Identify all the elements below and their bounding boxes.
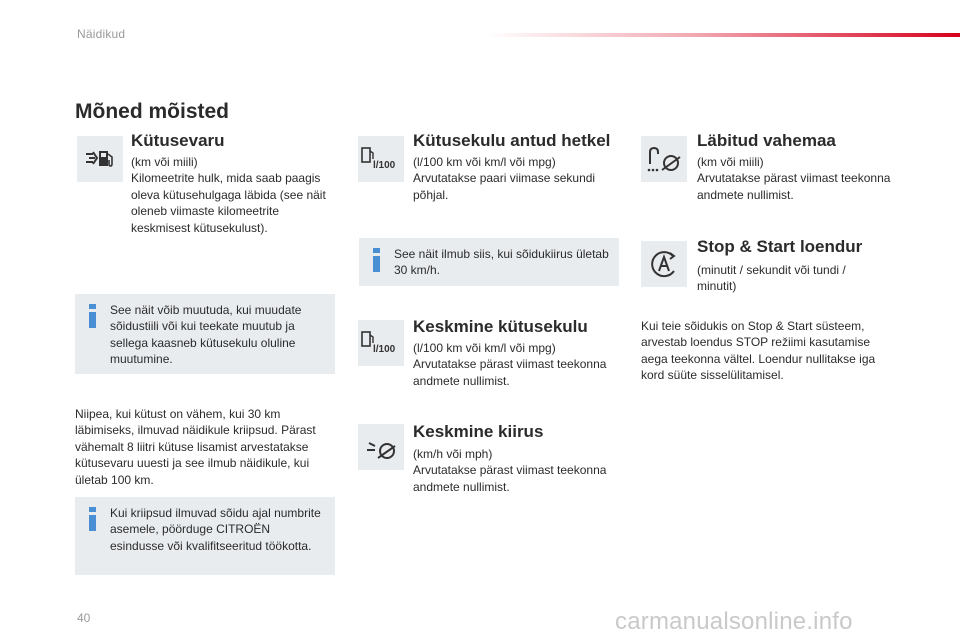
average-consumption-icon bbox=[359, 329, 403, 357]
fuel-range-unit: (km või miili) bbox=[131, 155, 198, 169]
average-speed-icon-box bbox=[358, 424, 404, 470]
instant-consumption-text: Arvutatakse paari viimase sekundi põhjal. bbox=[413, 171, 596, 202]
instant-consumption-unit: (l/100 km või km/l või mpg) bbox=[413, 155, 556, 169]
trip-distance-description bbox=[697, 154, 907, 203]
average-speed-unit: (km/h või mph) bbox=[413, 447, 493, 461]
average-speed-description bbox=[413, 446, 618, 495]
average-consumption-description bbox=[413, 340, 618, 389]
section-header: Näidikud bbox=[77, 27, 126, 41]
info-icon bbox=[87, 507, 99, 531]
average-speed-icon bbox=[363, 433, 399, 461]
stop-start-title: Stop & Start loendur bbox=[697, 237, 863, 256]
fuel-range-icon bbox=[83, 146, 117, 172]
trip-distance-unit: (km või miili) bbox=[697, 155, 764, 169]
fuel-range-text: Kilomeetrite hulk, mida saab paagis oleva kütusehulgaga läbida (see näit oleneb viimaste kilomeetrite keskmisest kütusekulust). bbox=[131, 171, 326, 235]
note-range-change-text: See näit võib muutuda, kui muudate sõidustiili või kui teekate muutub ja sellega kaasneb kütusekulu oluline muutumine. bbox=[110, 303, 302, 367]
trip-distance-text: Arvutatakse pärast viimast teekonna andmete nullimist. bbox=[697, 171, 891, 202]
note-dashes-dealer-text: Kui kriipsud ilmuvad sõidu ajal numbrite asemele, pöörduge CITROËN esindusse või kvalifitseeritud töökotta. bbox=[110, 506, 321, 553]
average-consumption-icon-text: l/100 bbox=[373, 344, 396, 355]
average-consumption-unit: (l/100 km või km/l või mpg) bbox=[413, 341, 556, 355]
trip-distance-icon-box bbox=[641, 136, 687, 182]
fuel-low-paragraph: Niipea, kui kütust on vähem, kui 30 km läbimiseks, ilmuvad näidikule kriipsud. Pärast vähemalt 8 liitri kütuse lisamist arvestatakse kütusevaru uuesti ja see ilmub näidikule, kui ületab 100 km. bbox=[75, 407, 316, 487]
stop-start-unit: (minutit / sekundit või tundi / minutit) bbox=[697, 263, 846, 294]
instant-consumption-description bbox=[413, 154, 618, 203]
average-consumption-text: Arvutatakse pärast viimast teekonna andmete nullimist. bbox=[413, 357, 607, 388]
page-number: 40 bbox=[77, 611, 91, 625]
average-consumption-title: Keskmine kütusekulu bbox=[413, 317, 588, 336]
average-consumption-icon-box bbox=[358, 320, 404, 366]
instant-consumption-title: Kütusekulu antud hetkel bbox=[413, 131, 611, 150]
note-speed-threshold-text: See näit ilmub siis, kui sõidukiirus ületab 30 km/h. bbox=[394, 247, 609, 278]
instant-consumption-icon-text: l/100 bbox=[373, 160, 396, 171]
average-speed-title: Keskmine kiirus bbox=[413, 422, 544, 441]
info-icon bbox=[371, 248, 383, 272]
fuel-range-description bbox=[131, 154, 331, 236]
fuel-range-title: Kütusevaru bbox=[131, 131, 225, 150]
header-rule bbox=[486, 33, 960, 37]
trip-distance-icon bbox=[644, 144, 684, 174]
stop-start-icon bbox=[648, 248, 680, 280]
watermark: carmanualsonline.info bbox=[615, 608, 853, 635]
instant-consumption-icon bbox=[359, 145, 403, 173]
note-range-change bbox=[75, 294, 335, 374]
page-title: Mõned mõisted bbox=[75, 100, 230, 123]
fuel-range-icon-box bbox=[77, 136, 123, 182]
average-speed-text: Arvutatakse pärast viimast teekonna andmete nullimist. bbox=[413, 463, 607, 494]
note-speed-threshold bbox=[359, 238, 619, 286]
trip-distance-title: Läbitud vahemaa bbox=[697, 131, 836, 150]
stop-start-paragraph: Kui teie sõidukis on Stop & Start süsteem, arvestab loendus STOP režiimi kasutamise aega teekonna vältel. Loendur nullitakse iga kord süüte sisselülitamisel. bbox=[641, 319, 876, 383]
stop-start-icon-box bbox=[641, 241, 687, 287]
note-dashes-dealer bbox=[75, 497, 335, 575]
instant-consumption-icon-box bbox=[358, 136, 404, 182]
info-icon bbox=[87, 304, 99, 328]
